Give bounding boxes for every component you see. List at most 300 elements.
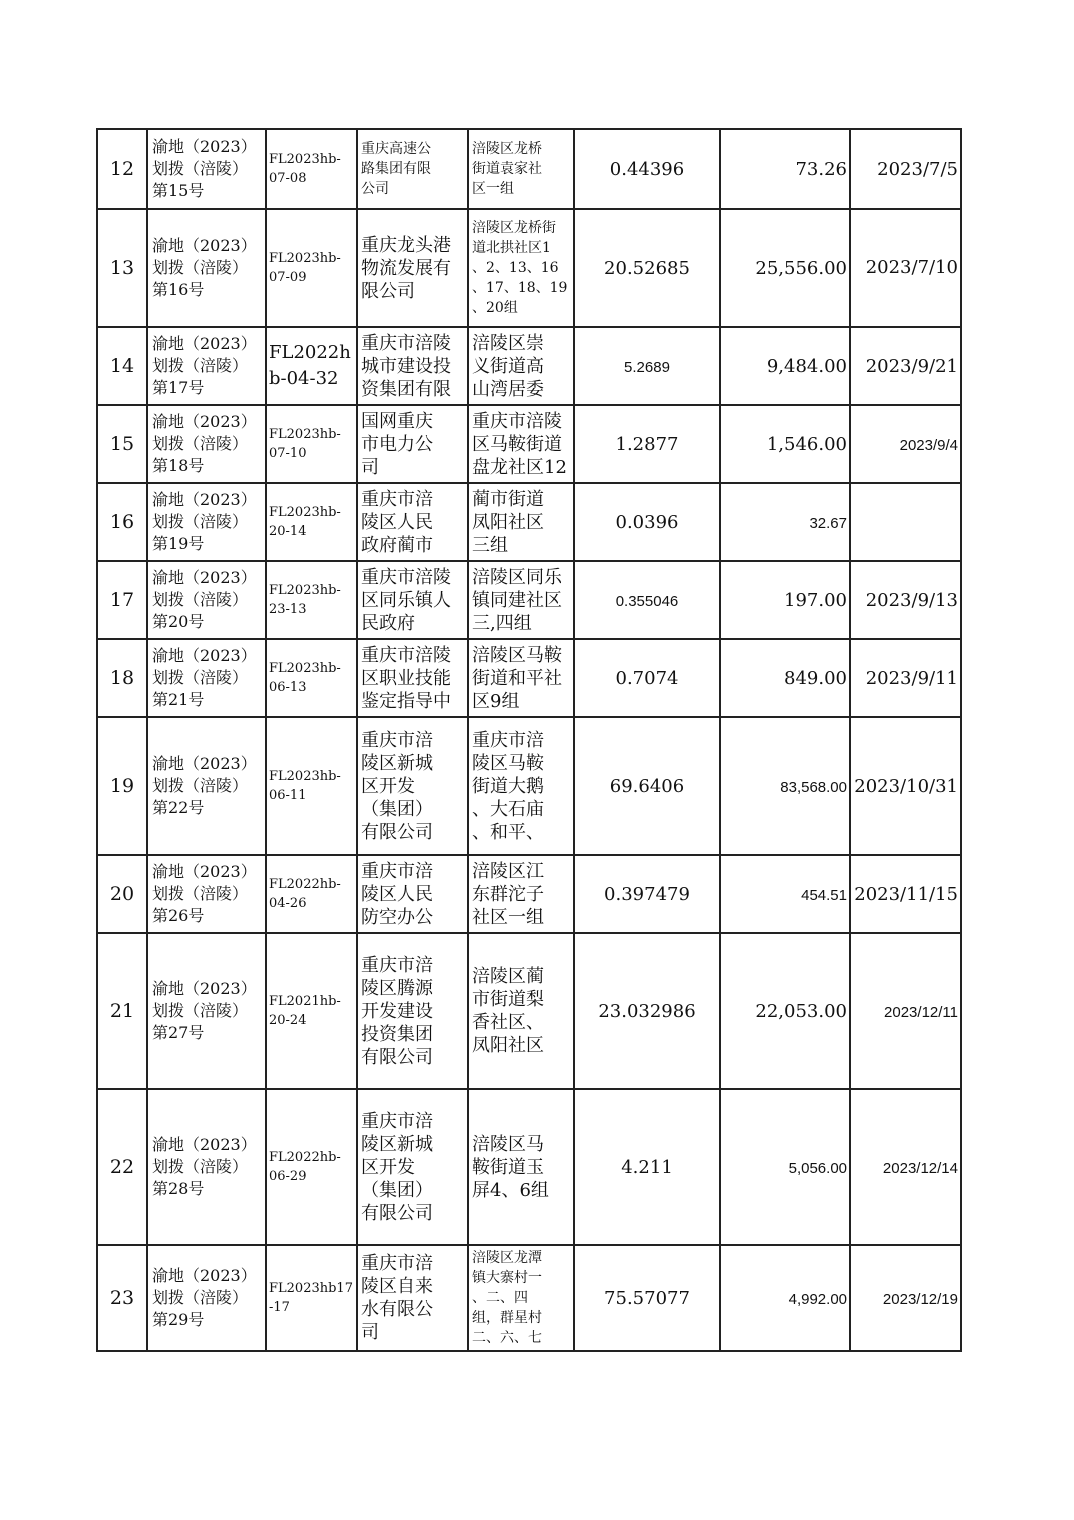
doc-line: 渝地（2023） xyxy=(152,1135,257,1154)
amount-cell xyxy=(720,327,850,405)
document-number-cell xyxy=(147,855,266,933)
loc-line: 镇大寨村一 xyxy=(472,1270,542,1286)
document-number-cell xyxy=(147,483,266,561)
date-value: 2023/12/11 xyxy=(884,1003,958,1021)
loc-line: 街道袁家社 xyxy=(472,161,542,177)
row-number-cell xyxy=(97,483,147,561)
loc-line: 义街道高 xyxy=(472,355,544,377)
date-cell xyxy=(850,639,961,717)
loc-line: 香社区、 xyxy=(472,1012,544,1033)
loc-line: 陵区马鞍 xyxy=(472,752,544,774)
date-value: 2023/9/21 xyxy=(865,355,958,377)
table-row xyxy=(97,855,961,933)
parcel-code-cell xyxy=(266,483,357,561)
area-cell xyxy=(574,1245,720,1351)
code-line: 20-24 xyxy=(269,1013,307,1028)
table-row xyxy=(97,209,961,327)
amount-value: 22,053.00 xyxy=(755,1000,847,1022)
date-cell xyxy=(850,933,961,1089)
org-line: 限公司 xyxy=(361,280,415,302)
doc-line: 第20号 xyxy=(152,612,205,631)
doc-line: 划拨（涪陵） xyxy=(152,1288,249,1307)
amount-value: 25,556.00 xyxy=(755,257,847,279)
doc-line: 渝地（2023） xyxy=(152,490,257,509)
row-number-cell xyxy=(97,933,147,1089)
no-value: 23 xyxy=(109,1287,135,1309)
no-value: 16 xyxy=(109,511,135,533)
amount-value: 454.51 xyxy=(801,886,847,904)
area-value: 69.6406 xyxy=(609,775,685,797)
area-value: 5.2689 xyxy=(624,358,670,376)
table-row xyxy=(97,933,961,1089)
date-value: 2023/11/15 xyxy=(854,883,958,905)
organization-cell xyxy=(357,405,468,483)
location-cell xyxy=(468,561,574,639)
doc-line: 渝地（2023） xyxy=(152,236,257,255)
loc-line: 街道大鹅 xyxy=(472,775,544,797)
land-allocation-table xyxy=(96,128,962,1352)
loc-line: 道北拱社区1 xyxy=(472,240,551,256)
loc-line: 涪陵区龙潭 xyxy=(472,1250,542,1266)
org-line: 有限公司 xyxy=(361,1202,433,1224)
doc-line: 划拨（涪陵） xyxy=(152,512,249,531)
organization-cell xyxy=(357,483,468,561)
no-value: 17 xyxy=(109,589,135,611)
location-cell xyxy=(468,1245,574,1351)
amount-cell xyxy=(720,1245,850,1351)
doc-line: 渝地（2023） xyxy=(152,1266,257,1285)
org-line: 区职业技能 xyxy=(361,667,451,689)
code-line: 23-13 xyxy=(269,602,307,617)
table-row xyxy=(97,717,961,855)
date-value: 2023/7/10 xyxy=(865,257,958,278)
doc-line: 第29号 xyxy=(152,1310,205,1329)
amount-value: 1,546.00 xyxy=(766,433,847,455)
code-line: FL2023hb17 xyxy=(269,1281,353,1296)
loc-line: 区马鞍街道 xyxy=(472,433,562,455)
loc-line: 涪陵区龙桥 xyxy=(472,141,542,157)
area-value: 0.397479 xyxy=(604,883,690,905)
doc-line: 第28号 xyxy=(152,1179,205,1198)
org-line: （集团） xyxy=(361,1179,433,1201)
org-line: 投资集团 xyxy=(361,1023,433,1045)
date-cell xyxy=(850,483,961,561)
org-line: 司 xyxy=(361,456,379,478)
area-value: 75.57077 xyxy=(604,1287,690,1309)
code-line: 07-10 xyxy=(269,446,307,461)
code-line: 06-13 xyxy=(269,680,307,695)
code-line: FL2023hb- xyxy=(269,583,341,598)
no-value: 20 xyxy=(109,883,135,905)
document-number-cell xyxy=(147,209,266,327)
loc-line: 鞍街道玉 xyxy=(472,1156,544,1178)
loc-line: 涪陵区马 xyxy=(472,1133,544,1155)
doc-line: 第15号 xyxy=(152,181,205,200)
loc-line: 涪陵区同乐 xyxy=(472,566,562,588)
loc-line: 、20组 xyxy=(472,300,518,316)
code-line: FL2023hb- xyxy=(269,661,341,676)
amount-cell xyxy=(720,405,850,483)
row-number-cell xyxy=(97,1089,147,1245)
location-cell xyxy=(468,129,574,209)
table-row xyxy=(97,483,961,561)
row-number-cell xyxy=(97,717,147,855)
row-number-cell xyxy=(97,405,147,483)
doc-line: 第26号 xyxy=(152,906,205,925)
code-line: b-04-32 xyxy=(269,368,339,389)
doc-line: 第21号 xyxy=(152,690,205,709)
table-row xyxy=(97,405,961,483)
org-line: 重庆市涪陵 xyxy=(361,332,451,354)
org-line: （集团） xyxy=(361,798,433,820)
org-line: 民政府 xyxy=(361,612,415,634)
area-cell xyxy=(574,209,720,327)
org-line: 防空办公 xyxy=(361,906,433,928)
org-line: 公司 xyxy=(361,181,389,197)
loc-line: 、大石庙 xyxy=(472,798,544,820)
row-number-cell xyxy=(97,561,147,639)
org-line: 区开发 xyxy=(361,775,415,797)
organization-cell xyxy=(357,855,468,933)
org-line: 重庆市涪陵 xyxy=(361,644,451,666)
organization-cell xyxy=(357,717,468,855)
org-line: 物流发展有 xyxy=(361,257,451,279)
loc-line: 涪陵区马鞍 xyxy=(472,644,562,666)
area-cell xyxy=(574,639,720,717)
date-value: 2023/9/11 xyxy=(865,667,958,689)
date-cell xyxy=(850,327,961,405)
date-value: 2023/9/13 xyxy=(865,589,958,611)
amount-value: 849.00 xyxy=(784,667,847,689)
org-line: 城市建设投 xyxy=(361,355,451,377)
organization-cell xyxy=(357,129,468,209)
doc-line: 划拨（涪陵） xyxy=(152,434,249,453)
amount-cell xyxy=(720,1089,850,1245)
code-line: 20-14 xyxy=(269,524,307,539)
amount-cell xyxy=(720,639,850,717)
org-line: 政府蔺市 xyxy=(361,534,433,556)
location-cell xyxy=(468,855,574,933)
parcel-code-cell xyxy=(266,639,357,717)
amount-cell xyxy=(720,933,850,1089)
location-cell xyxy=(468,1089,574,1245)
parcel-code-cell xyxy=(266,327,357,405)
code-line: FL2023hb- xyxy=(269,427,341,442)
document-number-cell xyxy=(147,1245,266,1351)
code-line: FL2021hb- xyxy=(269,994,341,1009)
org-line: 水有限公 xyxy=(361,1299,433,1320)
area-value: 0.0396 xyxy=(615,511,679,533)
organization-cell xyxy=(357,1245,468,1351)
doc-line: 第18号 xyxy=(152,456,205,475)
parcel-code-cell xyxy=(266,129,357,209)
table-row xyxy=(97,639,961,717)
row-number-cell xyxy=(97,855,147,933)
amount-value: 73.26 xyxy=(795,158,847,180)
code-line: 04-26 xyxy=(269,896,307,911)
org-line: 鉴定指导中 xyxy=(361,690,451,712)
organization-cell xyxy=(357,209,468,327)
doc-line: 划拨（涪陵） xyxy=(152,884,249,903)
parcel-code-cell xyxy=(266,933,357,1089)
date-cell xyxy=(850,561,961,639)
area-cell xyxy=(574,717,720,855)
loc-line: 区一组 xyxy=(472,181,514,197)
document-number-cell xyxy=(147,1089,266,1245)
location-cell xyxy=(468,717,574,855)
loc-line: 东群沱子 xyxy=(472,883,544,905)
code-line: FL2023hb- xyxy=(269,505,341,520)
org-line: 陵区人民 xyxy=(361,511,433,533)
area-cell xyxy=(574,483,720,561)
date-value: 2023/12/14 xyxy=(882,1159,958,1177)
org-line: 陵区新城 xyxy=(361,1133,433,1155)
organization-cell xyxy=(357,933,468,1089)
org-line: 开发建设 xyxy=(361,1000,433,1022)
code-line: FL2023hb- xyxy=(269,152,341,167)
org-line: 重庆市涪 xyxy=(361,488,433,510)
no-value: 19 xyxy=(109,775,135,797)
area-value: 4.211 xyxy=(621,1156,673,1178)
location-cell xyxy=(468,639,574,717)
loc-line: 三组 xyxy=(472,534,508,556)
loc-line: 组，群星村 xyxy=(472,1310,542,1326)
loc-line: 凤阳社区 xyxy=(472,511,544,533)
org-line: 重庆市涪 xyxy=(361,860,433,882)
amount-cell xyxy=(720,483,850,561)
code-line: FL2023hb- xyxy=(269,769,341,784)
parcel-code-cell xyxy=(266,1245,357,1351)
amount-cell xyxy=(720,209,850,327)
loc-line: 涪陵区蔺 xyxy=(472,966,544,987)
code-line: 07-08 xyxy=(269,171,307,186)
area-cell xyxy=(574,933,720,1089)
table-row xyxy=(97,1245,961,1351)
area-value: 0.7074 xyxy=(615,667,679,689)
doc-line: 渝地（2023） xyxy=(152,646,257,665)
area-cell xyxy=(574,1089,720,1245)
location-cell xyxy=(468,405,574,483)
loc-line: 社区一组 xyxy=(472,906,544,928)
organization-cell xyxy=(357,561,468,639)
doc-line: 第22号 xyxy=(152,798,205,817)
date-value: 2023/7/5 xyxy=(877,158,958,180)
row-number-cell xyxy=(97,129,147,209)
date-cell xyxy=(850,1245,961,1351)
organization-cell xyxy=(357,639,468,717)
area-cell xyxy=(574,327,720,405)
loc-line: 重庆市涪陵 xyxy=(472,410,562,432)
location-cell xyxy=(468,327,574,405)
document-number-cell xyxy=(147,933,266,1089)
org-line: 重庆市涪陵 xyxy=(361,566,451,588)
code-line: FL2023hb- xyxy=(269,251,341,266)
org-line: 区开发 xyxy=(361,1156,415,1178)
no-value: 14 xyxy=(109,355,135,377)
amount-value: 9,484.00 xyxy=(766,355,847,377)
amount-value: 32.67 xyxy=(809,514,847,532)
doc-line: 划拨（涪陵） xyxy=(152,668,249,687)
date-value: 2023/9/4 xyxy=(899,436,958,454)
code-line: FL2022hb- xyxy=(269,1150,341,1165)
doc-line: 第17号 xyxy=(152,378,205,397)
doc-line: 划拨（涪陵） xyxy=(152,1001,249,1020)
org-line: 重庆高速公 xyxy=(361,141,431,157)
area-cell xyxy=(574,561,720,639)
table-row xyxy=(97,129,961,209)
loc-line: 、二、四 xyxy=(472,1290,528,1306)
table-row xyxy=(97,327,961,405)
doc-line: 划拨（涪陵） xyxy=(152,776,249,795)
doc-line: 渝地（2023） xyxy=(152,754,257,773)
org-line: 重庆市涪 xyxy=(361,954,433,976)
table-row xyxy=(97,1089,961,1245)
doc-line: 第19号 xyxy=(152,534,205,553)
loc-line: 涪陵区龙桥街 xyxy=(472,220,556,236)
loc-line: 、和平、 xyxy=(472,821,544,843)
loc-line: 山湾居委 xyxy=(472,378,544,400)
area-value: 23.032986 xyxy=(598,1000,696,1022)
org-line: 陵区新城 xyxy=(361,752,433,774)
organization-cell xyxy=(357,327,468,405)
amount-cell xyxy=(720,561,850,639)
doc-line: 渝地（2023） xyxy=(152,334,257,353)
code-line: FL2022h xyxy=(269,342,351,363)
doc-line: 渝地（2023） xyxy=(152,568,257,587)
date-cell xyxy=(850,1089,961,1245)
parcel-code-cell xyxy=(266,1089,357,1245)
loc-line: 市街道梨 xyxy=(472,989,544,1010)
organization-cell xyxy=(357,1089,468,1245)
amount-cell xyxy=(720,855,850,933)
document-number-cell xyxy=(147,327,266,405)
org-line: 有限公司 xyxy=(361,821,433,843)
row-number-cell xyxy=(97,639,147,717)
loc-line: 、17、18、19 xyxy=(472,280,568,296)
org-line: 重庆市涪 xyxy=(361,1110,433,1132)
doc-line: 渝地（2023） xyxy=(152,862,257,881)
loc-line: 区9组 xyxy=(472,690,520,712)
no-value: 18 xyxy=(109,667,135,689)
parcel-code-cell xyxy=(266,405,357,483)
area-value: 20.52685 xyxy=(604,257,690,279)
date-cell xyxy=(850,717,961,855)
location-cell xyxy=(468,209,574,327)
date-value: 2023/12/19 xyxy=(882,1290,958,1308)
org-line: 路集团有限 xyxy=(361,161,431,177)
org-line: 国网重庆 xyxy=(361,410,433,432)
org-line: 重庆市涪 xyxy=(361,729,433,751)
org-line: 区同乐镇人 xyxy=(361,589,451,611)
loc-line: 涪陵区江 xyxy=(472,860,544,882)
row-number-cell xyxy=(97,1245,147,1351)
amount-value: 4,992.00 xyxy=(788,1290,847,1308)
loc-line: 屏4、6组 xyxy=(472,1179,549,1201)
org-line: 陵区自来 xyxy=(361,1276,433,1297)
area-cell xyxy=(574,405,720,483)
doc-line: 渝地（2023） xyxy=(152,412,257,431)
table-row xyxy=(97,561,961,639)
doc-line: 划拨（涪陵） xyxy=(152,159,249,178)
parcel-code-cell xyxy=(266,717,357,855)
loc-line: 蔺市街道 xyxy=(472,488,544,510)
parcel-code-cell xyxy=(266,855,357,933)
date-value: 2023/10/31 xyxy=(854,775,958,797)
row-number-cell xyxy=(97,209,147,327)
loc-line: 、2、13、16 xyxy=(472,260,559,276)
amount-value: 83,568.00 xyxy=(780,778,847,796)
org-line: 市电力公 xyxy=(361,433,433,455)
no-value: 12 xyxy=(109,158,135,180)
loc-line: 街道和平社 xyxy=(472,667,562,689)
area-cell xyxy=(574,855,720,933)
document-number-cell xyxy=(147,561,266,639)
table-body xyxy=(97,129,961,1351)
loc-line: 重庆市涪 xyxy=(472,729,544,751)
code-line: 06-11 xyxy=(269,788,307,803)
loc-line: 凤阳社区 xyxy=(472,1035,544,1056)
document-number-cell xyxy=(147,717,266,855)
no-value: 13 xyxy=(109,257,135,279)
loc-line: 镇同建社区 xyxy=(472,589,562,611)
org-line: 有限公司 xyxy=(361,1046,433,1068)
amount-value: 5,056.00 xyxy=(788,1159,847,1177)
doc-line: 第16号 xyxy=(152,280,205,299)
amount-cell xyxy=(720,717,850,855)
no-value: 15 xyxy=(109,433,135,455)
code-line: -17 xyxy=(269,1300,290,1315)
code-line: 07-09 xyxy=(269,270,307,285)
doc-line: 划拨（涪陵） xyxy=(152,258,249,277)
location-cell xyxy=(468,933,574,1089)
loc-line: 涪陵区崇 xyxy=(472,332,544,354)
org-line: 陵区腾源 xyxy=(361,977,433,999)
no-value: 21 xyxy=(109,1000,135,1022)
area-value: 0.355046 xyxy=(615,592,679,610)
amount-value: 197.00 xyxy=(784,589,847,611)
area-value: 1.2877 xyxy=(615,433,679,455)
doc-line: 第27号 xyxy=(152,1023,205,1042)
date-cell xyxy=(850,129,961,209)
org-line: 重庆龙头港 xyxy=(361,234,451,256)
code-line: FL2022hb- xyxy=(269,877,341,892)
no-value: 22 xyxy=(109,1156,135,1178)
date-cell xyxy=(850,209,961,327)
loc-line: 三,四组 xyxy=(472,612,532,634)
doc-line: 划拨（涪陵） xyxy=(152,1157,249,1176)
doc-line: 渝地（2023） xyxy=(152,979,257,998)
row-number-cell xyxy=(97,327,147,405)
document-number-cell xyxy=(147,129,266,209)
date-cell xyxy=(850,855,961,933)
location-cell xyxy=(468,483,574,561)
area-value: 0.44396 xyxy=(609,158,685,180)
area-cell xyxy=(574,129,720,209)
doc-line: 划拨（涪陵） xyxy=(152,590,249,609)
document-number-cell xyxy=(147,639,266,717)
org-line: 重庆市涪 xyxy=(361,1253,433,1274)
org-line: 陵区人民 xyxy=(361,883,433,905)
loc-line: 盘龙社区12 xyxy=(472,456,567,478)
code-line: 06-29 xyxy=(269,1169,307,1184)
org-line: 资集团有限 xyxy=(361,378,451,400)
date-cell xyxy=(850,405,961,483)
parcel-code-cell xyxy=(266,209,357,327)
document-number-cell xyxy=(147,405,266,483)
loc-line: 二、六、七 xyxy=(472,1330,542,1346)
parcel-code-cell xyxy=(266,561,357,639)
doc-line: 渝地（2023） xyxy=(152,137,257,156)
